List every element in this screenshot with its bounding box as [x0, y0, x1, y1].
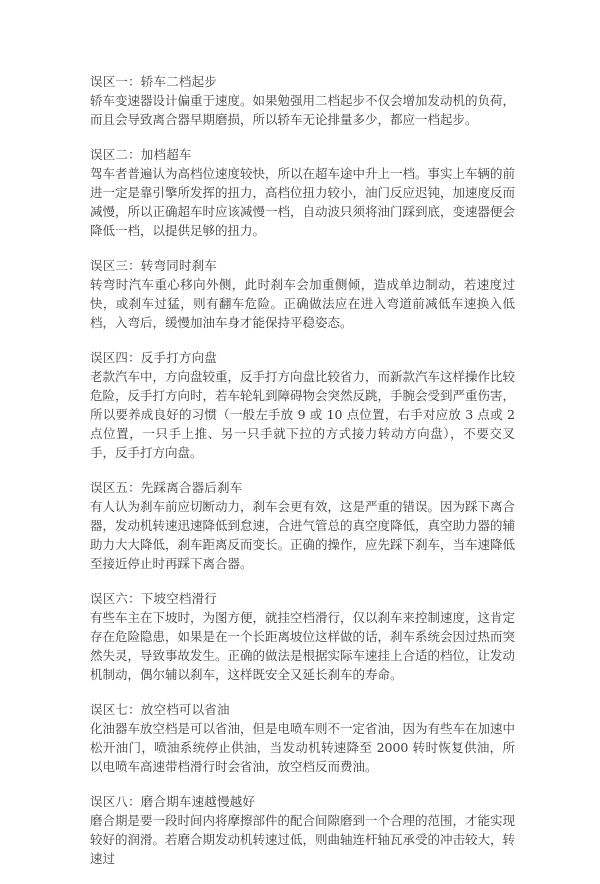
section-heading: 误区一：轿车二档起步	[90, 74, 218, 89]
section-6	[90, 589, 515, 684]
section-heading: 误区四：反手打方向盘	[90, 350, 218, 365]
section-heading: 误区八：磨合期车速越慢越好	[90, 794, 256, 809]
section-body: 转弯时汽车重心移向外侧，此时刹车会加重侧倾，造成单边制动，若速度过快，或刹车过猛，则有翻车危险。正确做法应在进入弯道前减低车速换入低档，入弯后，缓慢加油车身才能保持平稳姿态。	[90, 277, 515, 330]
section-body: 化油器车放空档是可以省油，但是电喷车则不一定省油，因为有些车在加速中松开油门，喷油系统停止供油，当发动机转速降至 2000 转时恢复供油，所以电喷车高速带档滑行时会省油，放空档反而费油。	[90, 721, 516, 774]
section-1	[90, 72, 515, 129]
section-body: 有人认为刹车前应切断动力，刹车会更有效，这是严重的错误。因为踩下离合器，发动机转速迅速降低到怠速，合进气管总的真空度降低，真空助力器的辅助力大大降低，刹车距离反而变长。正确的操作，应先踩下刹车，当车速降低至接近停止时再踩下离合器。	[90, 499, 516, 571]
section-heading: 误区五：先踩离合器后刹车	[90, 480, 243, 495]
section-body: 驾车者普遍认为高档位速度较快，所以在超车途中升上一档。事实上车辆的前进一定是靠引擎所发挥的扭力，高档位扭力较小，油门反应迟钝，加速度反而减慢，所以正确超车时应该减慢一档，自动波只须将油门踩到底，变速器便会降低一档，以提供足够的扭力。	[90, 166, 516, 238]
section-body: 有些车主在下坡时，为图方便，就挂空档滑行，仅以刹车来控制速度，这肯定存在危险隐患，如果是在一个长距离坡位这样做的话，刹车系统会因过热而突然失灵，导致事故发生。正确的做法是根据实际车速挂上合适的档位，让发动机制动，偶尔辅以刹车，这样既安全又延长刹车的寿命。	[90, 610, 516, 682]
section-heading: 误区三：转弯同时刹车	[90, 258, 218, 273]
section-heading: 误区二：加档超车	[90, 147, 192, 162]
section-body: 老款汽车中，方向盘较重，反手打方向盘比较省力，而新款汽车这样操作比较危险，反手打方向时，若车轮轧到障碍物会突然反跳，手腕会受到严重伤害，所以要养成良好的习惯（一般左手放 9 或 10 点位置，右手对应放 3 点或 2 点位置，一只手上推、另一只手就下拉的方式接力转动方向盘），不要交叉手，反手打方向盘。	[90, 369, 516, 460]
section-body: 磨合期是要一段时间内将摩擦部件的配合间隙磨到一个合理的范围，才能实现较好的润滑。若磨合期发动机转速过低，则曲轴连杆轴瓦承受的冲击较大，转速过	[90, 813, 516, 866]
section-3	[90, 256, 515, 332]
section-4	[90, 348, 515, 462]
section-5	[90, 478, 515, 573]
section-heading: 误区六：下坡空档滑行	[90, 591, 218, 606]
section-8	[90, 792, 515, 868]
section-heading: 误区七：放空档可以省油	[90, 702, 230, 717]
section-7	[90, 700, 515, 776]
document-page	[90, 72, 515, 884]
section-body: 轿车变速器设计偏重于速度。如果勉强用二档起步不仅会增加发动机的负荷，而且会导致离合器早期磨损，所以轿车无论排量多少，都应一档起步。	[90, 93, 516, 127]
section-2	[90, 145, 515, 240]
